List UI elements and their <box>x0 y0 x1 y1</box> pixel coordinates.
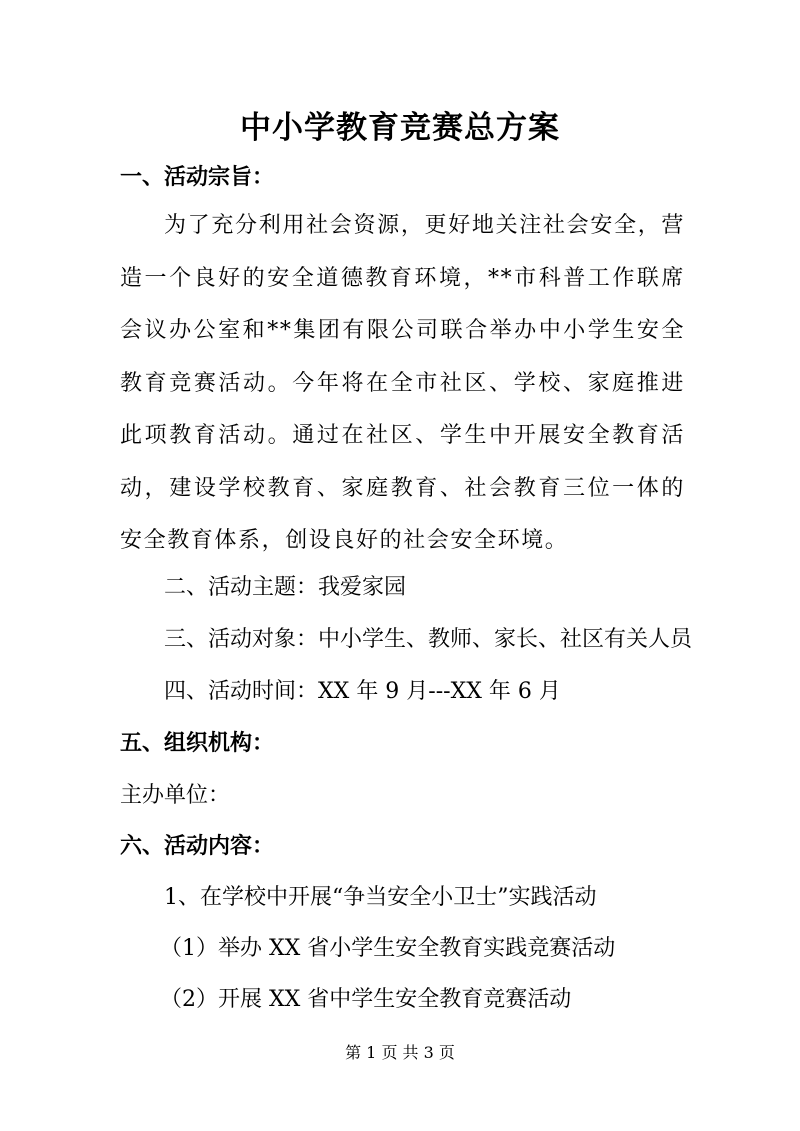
section-heading-content: 六、活动内容： <box>120 833 275 859</box>
document-title: 中小学教育竞赛总方案 <box>240 110 560 146</box>
section-heading-purpose: 一、活动宗旨： <box>120 164 275 190</box>
content-item-1-1: （1）举办 XX 省小学生安全教育实践竞赛活动 <box>160 936 616 961</box>
section-time: 四、活动时间：XX 年 9 月---XX 年 6 月 <box>164 679 561 704</box>
section-heading-organization: 五、组织机构： <box>120 730 275 756</box>
section-audience: 三、活动对象：中小学生、教师、家长、社区有关人员 <box>164 627 693 652</box>
purpose-paragraph: 为了充分利用社会资源，更好地关注社会安全，营造一个良好的安全道德教育环境，**市科普工作联席会议办公室和**集团有限公司联合举办中小学生安全教育竞赛活动。今年将在全市社区、学校、家庭推进此项教育活动。通过在社区、学生中开展安全教育活动，建设学校教育、家庭教育、社会教育三位一体的安全教育体系，创设良好的社会安全环境。 <box>120 213 685 553</box>
organizer-label: 主办单位： <box>120 783 231 808</box>
page-footer: 第 1 页 共 3 页 <box>345 1043 455 1062</box>
section-theme: 二、活动主题：我爱家园 <box>164 575 407 600</box>
content-item-1-2: （2）开展 XX 省中学生安全教育竞赛活动 <box>160 987 572 1012</box>
content-item-1: 1、在学校中开展“争当安全小卫士”实践活动 <box>164 885 597 910</box>
